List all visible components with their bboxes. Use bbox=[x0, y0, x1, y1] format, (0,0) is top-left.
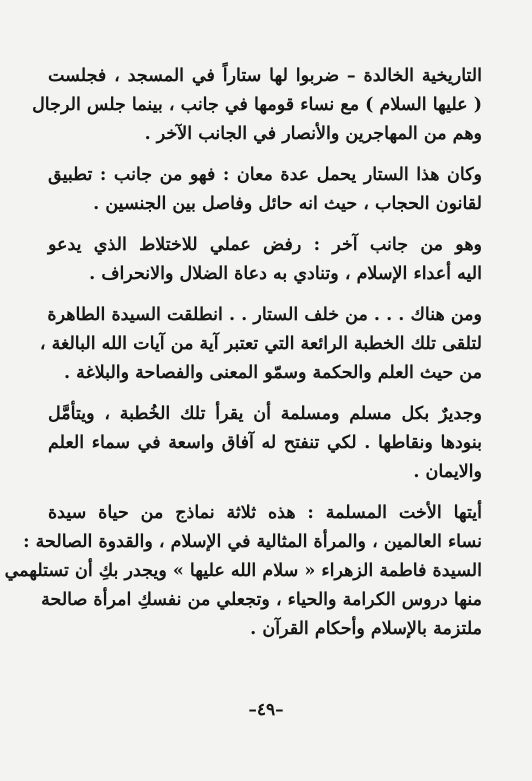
text-line: وكان هذا الستار يحمل عدة معان : فهو من جانب : تطبيق bbox=[48, 165, 482, 185]
paragraph-spacer bbox=[48, 149, 482, 161]
text-line: وهم من المهاجرين والأنصار في الجانب الآخر . bbox=[144, 124, 482, 144]
paragraph-3 bbox=[48, 231, 482, 289]
text-line: منها دروس الكرامة والحياء ، وتجعلي من نفسكِ امرأة صالحة bbox=[41, 590, 482, 610]
page-number: –٤٩– bbox=[248, 700, 284, 720]
text-line: لتلقى تلك الخطبة الرائعة التي تعتبر آية من آيات الله البالغة ، bbox=[39, 334, 482, 354]
text-line: لقانون الحجاب ، حيث انه حائل وفاصل بين الجنسين . bbox=[93, 194, 482, 214]
paragraph-spacer bbox=[48, 289, 482, 301]
text-line: أيتها الأخت المسلمة : هذه ثلاثة نماذج من حياة سيدة bbox=[48, 503, 482, 523]
text-line: نساء العالمين ، والمرأة المثالية في الإسلام ، والقدوة الصالحة : bbox=[23, 532, 482, 552]
text-line: بنودها ونقاطها . لكي تنفتح له آفاق واسعة في سماء العلم bbox=[48, 433, 482, 453]
paragraph-6 bbox=[4, 499, 482, 644]
text-line: والايمان . bbox=[413, 462, 482, 482]
paragraph-spacer bbox=[48, 219, 482, 231]
paragraph-2 bbox=[48, 161, 482, 219]
text-line: ملتزمة بالإسلام وأحكام القرآن . bbox=[250, 619, 482, 639]
paragraph-spacer bbox=[48, 388, 482, 400]
paragraph-1 bbox=[32, 62, 482, 149]
text-line: اليه أعداء الإسلام ، وتنادي به دعاة الضلال والانحراف . bbox=[89, 264, 482, 284]
paragraph-spacer bbox=[48, 487, 482, 499]
text-line: ومن هناك . . . من خلف الستار . . انطلقت السيدة الطاهرة bbox=[47, 305, 482, 325]
text-line: وهو من جانب آخر : رفض عملي للاختلاط الذي يدعو bbox=[48, 235, 482, 255]
paragraph-5 bbox=[48, 400, 482, 487]
text-line: التاريخية الخالدة – ضربوا لها ستاراً في المسجد ، فجلست bbox=[48, 66, 482, 86]
text-line: من حيث العلم والحكمة وسمّو المعنى والفصاحة والبلاغة . bbox=[64, 363, 482, 383]
paragraph-4 bbox=[39, 301, 482, 388]
text-line: وجديرٌ بكل مسلم ومسلمة أن يقرأ تلك الخُطبة ، ويتأمَّل bbox=[48, 404, 482, 424]
text-line: ( عليها السلام ) مع نساء قومها في جانب ، بينما جلس الرجال bbox=[32, 95, 482, 115]
text-line: السيدة فاطمة الزهراء « سلام الله عليها » ويجدر بكِ أن تستلهمي bbox=[4, 561, 482, 581]
